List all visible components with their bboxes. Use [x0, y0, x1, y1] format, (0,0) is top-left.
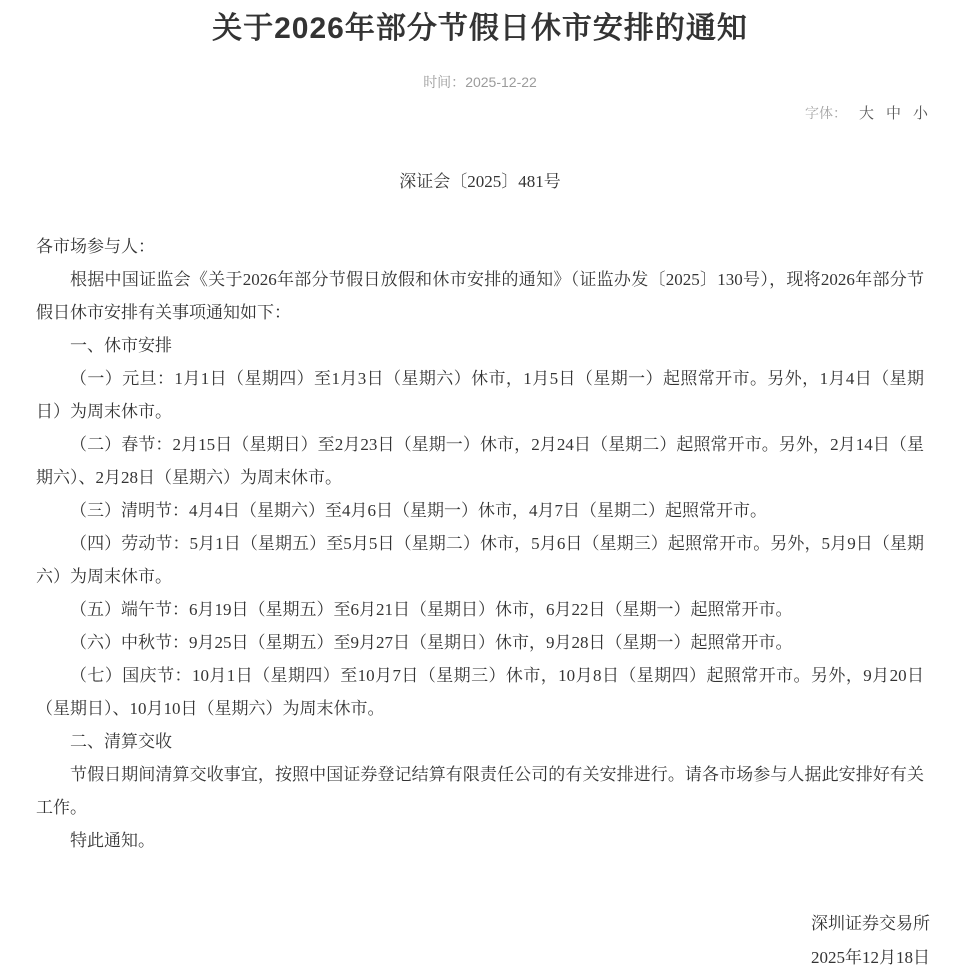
- signature-date: 2025年12月18日: [811, 948, 930, 967]
- publish-time-value: 2025-12-22: [465, 74, 537, 90]
- signature-org: 深圳证券交易所: [811, 914, 930, 933]
- signature-block: [0, 907, 930, 975]
- notice-paragraph: （二）春节：2月15日（星期日）至2月23日（星期一）休市，2月24日（星期二）起照常开市。另外，2月14日（星期六）、2月28日（星期六）为周末休市。: [36, 435, 924, 487]
- notice-page: [0, 10, 960, 967]
- notice-paragraph: （三）清明节：4月4日（星期六）至4月6日（星期一）休市，4月7日（星期二）起照常开市。: [70, 501, 767, 520]
- font-size-option[interactable]: 大: [858, 105, 874, 122]
- notice-paragraph: （七）国庆节：10月1日（星期四）至10月7日（星期三）休市，10月8日（星期四）起照常开市。另外，9月20日（星期日）、10月10日（星期六）为周末休市。: [36, 666, 924, 718]
- notice-paragraph: （六）中秋节：9月25日（星期五）至9月27日（星期日）休市，9月28日（星期一）起照常开市。: [70, 633, 793, 652]
- doc-number: 深证会〔2025〕481号: [399, 172, 561, 191]
- notice-paragraph: （一）元旦：1月1日（星期四）至1月3日（星期六）休市，1月5日（星期一）起照常开市。另外，1月4日（星期日）为周末休市。: [36, 369, 924, 421]
- notice-paragraph: 二、清算交收: [70, 732, 172, 751]
- page-title: 关于2026年部分节假日休市安排的通知: [212, 12, 748, 45]
- font-size-option[interactable]: 中: [885, 105, 901, 122]
- font-size-label: 字体：: [804, 105, 847, 121]
- notice-paragraph: 各市场参与人：: [36, 237, 155, 256]
- notice-body: [36, 230, 924, 857]
- notice-paragraph: （四）劳动节：5月1日（星期五）至5月5日（星期二）休市，5月6日（星期三）起照常开市。另外，5月9日（星期六）为周末休市。: [36, 534, 924, 586]
- notice-paragraph: 根据中国证监会《关于2026年部分节假日放假和休市安排的通知》（证监办发〔2025〕130号），现将2026年部分节假日休市安排有关事项通知如下：: [36, 270, 924, 322]
- notice-paragraph: 一、休市安排: [70, 336, 172, 355]
- notice-paragraph: （五）端午节：6月19日（星期五）至6月21日（星期日）休市，6月22日（星期一）起照常开市。: [70, 600, 793, 619]
- font-size-options: [847, 105, 928, 121]
- font-size-option[interactable]: 小: [912, 105, 928, 122]
- notice-paragraph: 节假日期间清算交收事宜，按照中国证券登记结算有限责任公司的有关安排进行。请各市场参与人据此安排好有关工作。: [36, 765, 924, 817]
- publish-time-label: 时间：: [423, 74, 466, 90]
- font-size-selector: [0, 102, 960, 123]
- notice-paragraph: 特此通知。: [70, 831, 155, 850]
- publish-time: [0, 72, 960, 92]
